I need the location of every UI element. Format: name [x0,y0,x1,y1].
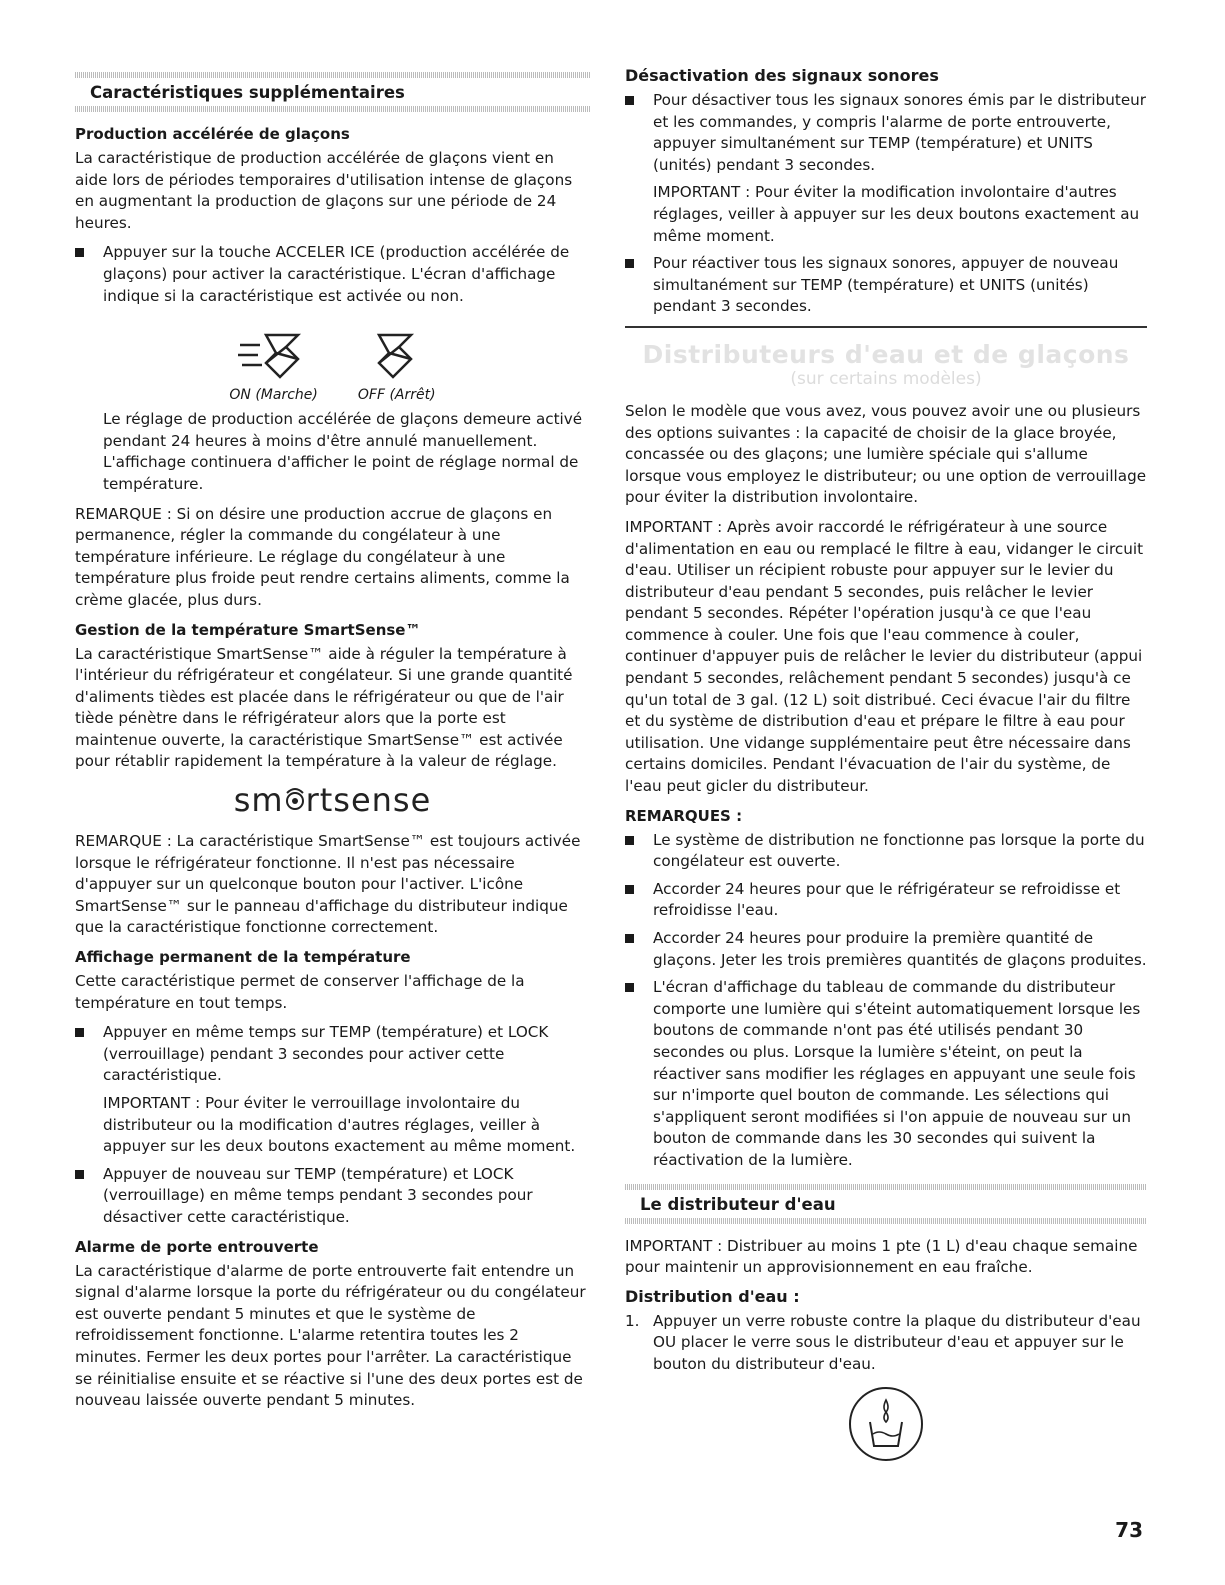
left-column [75,60,590,1420]
section-title: Caractéristiques supplémentaires [90,83,405,102]
right-column [625,60,1147,1468]
list-item: Appuyer en même temps sur TEMP (température) et LOCK (verrouillage) pendant 3 secondes pour activer cette caractéristique. IMPORTANT : Pour éviter le verrouillage involontaire du distributeur ou la modification d'autres réglages, veiller à appuyer sur les deux boutons exactement au même moment. [75,1022,590,1158]
ice-remarque: REMARQUE : Si on désire une production accrue de glaçons en permanence, régler la commande du congélateur à une température inférieure. Le réglage du congélateur à une température plus froide peut rendre certains aliments, comme la crème glacée, plus durs. [75,504,570,609]
display-body: Cette caractéristique permet de conserver l'affichage de la température en tout temps. [75,972,525,1012]
ice-boost-off-icon [359,325,435,381]
page-number: 73 [1115,1518,1143,1542]
section-header [625,1184,1147,1224]
smartsense-body: La caractéristique SmartSense™ aide à réguler la température à l'intérieur du réfrigérateur et congélateur. Si une grande quantité d'aliments tièdes est placée dans le réfrigérateur ou que de l'air tiède pénètre dans le réfrigérateur alors que la porte est maintenue ouverte, la caractéristique SmartSense™ est activée pour rétablir rapidement la température à la valeur de réglage. [75,644,573,771]
sound-important: IMPORTANT : Pour éviter la modification involontaire d'autres réglages, veiller à appuyer sur les deux boutons exactement au même moment. [653,183,1140,245]
icon-on-caption: ON (Marche) [229,387,318,404]
dispensers-subtitle: (sur certains modèles) [790,368,982,389]
list-item: Accorder 24 heures pour que le réfrigérateur se refroidisse et refroidisse l'eau. [625,879,1147,922]
remarques-heading: REMARQUES : [625,806,743,825]
ice-boost-on-icon [236,325,312,381]
ice-intro: La caractéristique de production accélérée de glaçons vient en aide lors de périodes temporaires d'utilisation intense de glaçons en augmentant la production de glaçons sur une période de 24 heures. [75,149,573,232]
ice-status-icons [75,325,590,403]
section-title-water: Le distributeur d'eau [640,1194,836,1214]
door-alarm-body: La caractéristique d'alarme de porte entrouverte fait entendre un signal d'alarme lorsque la porte du réfrigérateur ou du congélateur est ouverte pendant 5 minutes et que le système de refroidissement fonctionne. L'alarme retentira toutes les 2 minutes. Fermer les deux portes pour l'arrêter. La caractéristique se réinitialise ensuite et se réactive si l'une des deux portes est de nouveau laissée ouverte pendant 5 minutes. [75,1261,586,1410]
dispensers-important: IMPORTANT : Après avoir raccordé le réfrigérateur à une source d'alimentation en eau ou remplacé le filtre à eau, vidanger le circuit d'eau. Utiliser un récipient robuste pour appuyer sur le levier du distributeur d'eau pendant 5 secondes, puis relâcher le levier pendant 5 secondes. Répéter l'opération jusqu'à ce que l'eau commence à couler. Une fois que l'eau commence à couler, continuer d'appuyer puis de relâcher le levier du distributeur (appui pendant 5 secondes, relâchement pendant 5 secondes) jusqu'à ce qu'un total de 3 gal. (12 L) soit distribué. Ceci évacue l'air du filtre et du système de distribution d'eau et prépare le filtre à eau pour utilisation. Une vidange supplémentaire peut être nécessaire dans certains domiciles. Pendant l'évacuation de l'air du système, de l'eau peut gicler du distributeur. [625,517,1144,796]
list-item: Pour désactiver tous les signaux sonores émis par le distributeur et les commandes, y compris l'alarme de porte entrouverte, appuyer simultanément sur TEMP (température) et UNITS (unités) pendant 3 secondes. IMPORTANT : Pour éviter la modification involontaire d'autres réglages, veiller à appuyer sur les deux boutons exactement au même moment. [625,90,1147,247]
divider [625,326,1147,328]
list-item: 1. Appuyer un verre robuste contre la plaque du distributeur d'eau OU placer le verre sous le distributeur d'eau et appuyer sur le bouton du distributeur d'eau. [625,1311,1141,1373]
heading-water-dispensing: Distribution d'eau : [625,1286,800,1306]
list-item: L'écran d'affichage du tableau de commande du distributeur comporte une lumière qui s'éteint automatiquement lorsque les boutons de commande n'ont pas été utilisés pendant 30 secondes ou plus. Lorsque la lumière s'éteint, on peut la réactiver sans modifier les réglages en appuyant une seule fois sur n'importe quel bouton de commande. Les sélections qui s'appliquent seront modifiées si l'on appuie de nouveau sur un bouton de commande dans les 30 secondes qui suivent la réactivation de la lumière. [625,977,1147,1171]
heading-door-alarm: Alarme de porte entrouverte [75,1237,319,1256]
list-item: Pour réactiver tous les signaux sonores, appuyer de nouveau simultanément sur TEMP (température) et UNITS (unités) pendant 3 secondes. [625,253,1147,318]
icon-off-caption: OFF (Arrêt) [357,387,436,404]
list-item: Appuyer de nouveau sur TEMP (température) et LOCK (verrouillage) en même temps pendant 3 secondes pour désactiver cette caractéristique. [75,1164,590,1229]
water-glass-icon [846,1384,926,1464]
list-item: Accorder 24 heures pour produire la première quantité de glaçons. Jeter les trois premières quantités de glaçons produites. [625,928,1147,971]
list-item: Le système de distribution ne fonctionne pas lorsque la porte du congélateur est ouverte. [625,830,1147,873]
smartsense-remarque: REMARQUE : La caractéristique SmartSense™ est toujours activée lorsque le réfrigérateur fonctionne. Il n'est pas nécessaire d'appuyer sur un quelconque bouton pour l'activer. L'icône SmartSense™ sur le panneau d'affichage du distributeur indique que la caractéristique fonctionne correctement. [75,832,581,937]
section-header [75,72,590,112]
list-item: Appuyer sur la touche ACCELER ICE (production accélérée de glaçons) pour activer la caractéristique. L'écran d'affichage indique si la caractéristique est activée ou non. [75,242,590,307]
water-important: IMPORTANT : Distribuer au moins 1 pte (1 L) d'eau chaque semaine pour maintenir un approvisionnement en eau fraîche. [625,1236,1138,1277]
display-important: IMPORTANT : Pour éviter le verrouillage involontaire du distributeur ou la modification d'autres réglages, veiller à appuyer sur les deux boutons exactement au même moment. [103,1094,576,1156]
heading-sound: Désactivation des signaux sonores [625,66,939,85]
heading-display: Affichage permanent de la température [75,948,411,967]
ice-note: Le réglage de production accélérée de glaçons demeure activé pendant 24 heures à moins d'être annulé manuellement. L'affichage continuera d'afficher le point de réglage normal de température. [103,410,583,493]
dispensers-intro: Selon le modèle que vous avez, vous pouvez avoir une ou plusieurs des options suivantes : la capacité de choisir de la glace broyée, concassée ou des glaçons; une lumière spéciale qui s'allume lorsque vous employez le distributeur; ou une option de verrouillage pour éviter la distribution involontaire. [625,401,1147,507]
dispensers-title: Distributeurs d'eau et de glaçons [642,339,1130,369]
smartsense-logo: sm rtsense [233,781,432,820]
heading-ice-boost: Production accélérée de glaçons [75,125,350,143]
smartsense-logo-icon [284,785,306,815]
heading-smartsense: Gestion de la température SmartSense™ [75,620,421,639]
